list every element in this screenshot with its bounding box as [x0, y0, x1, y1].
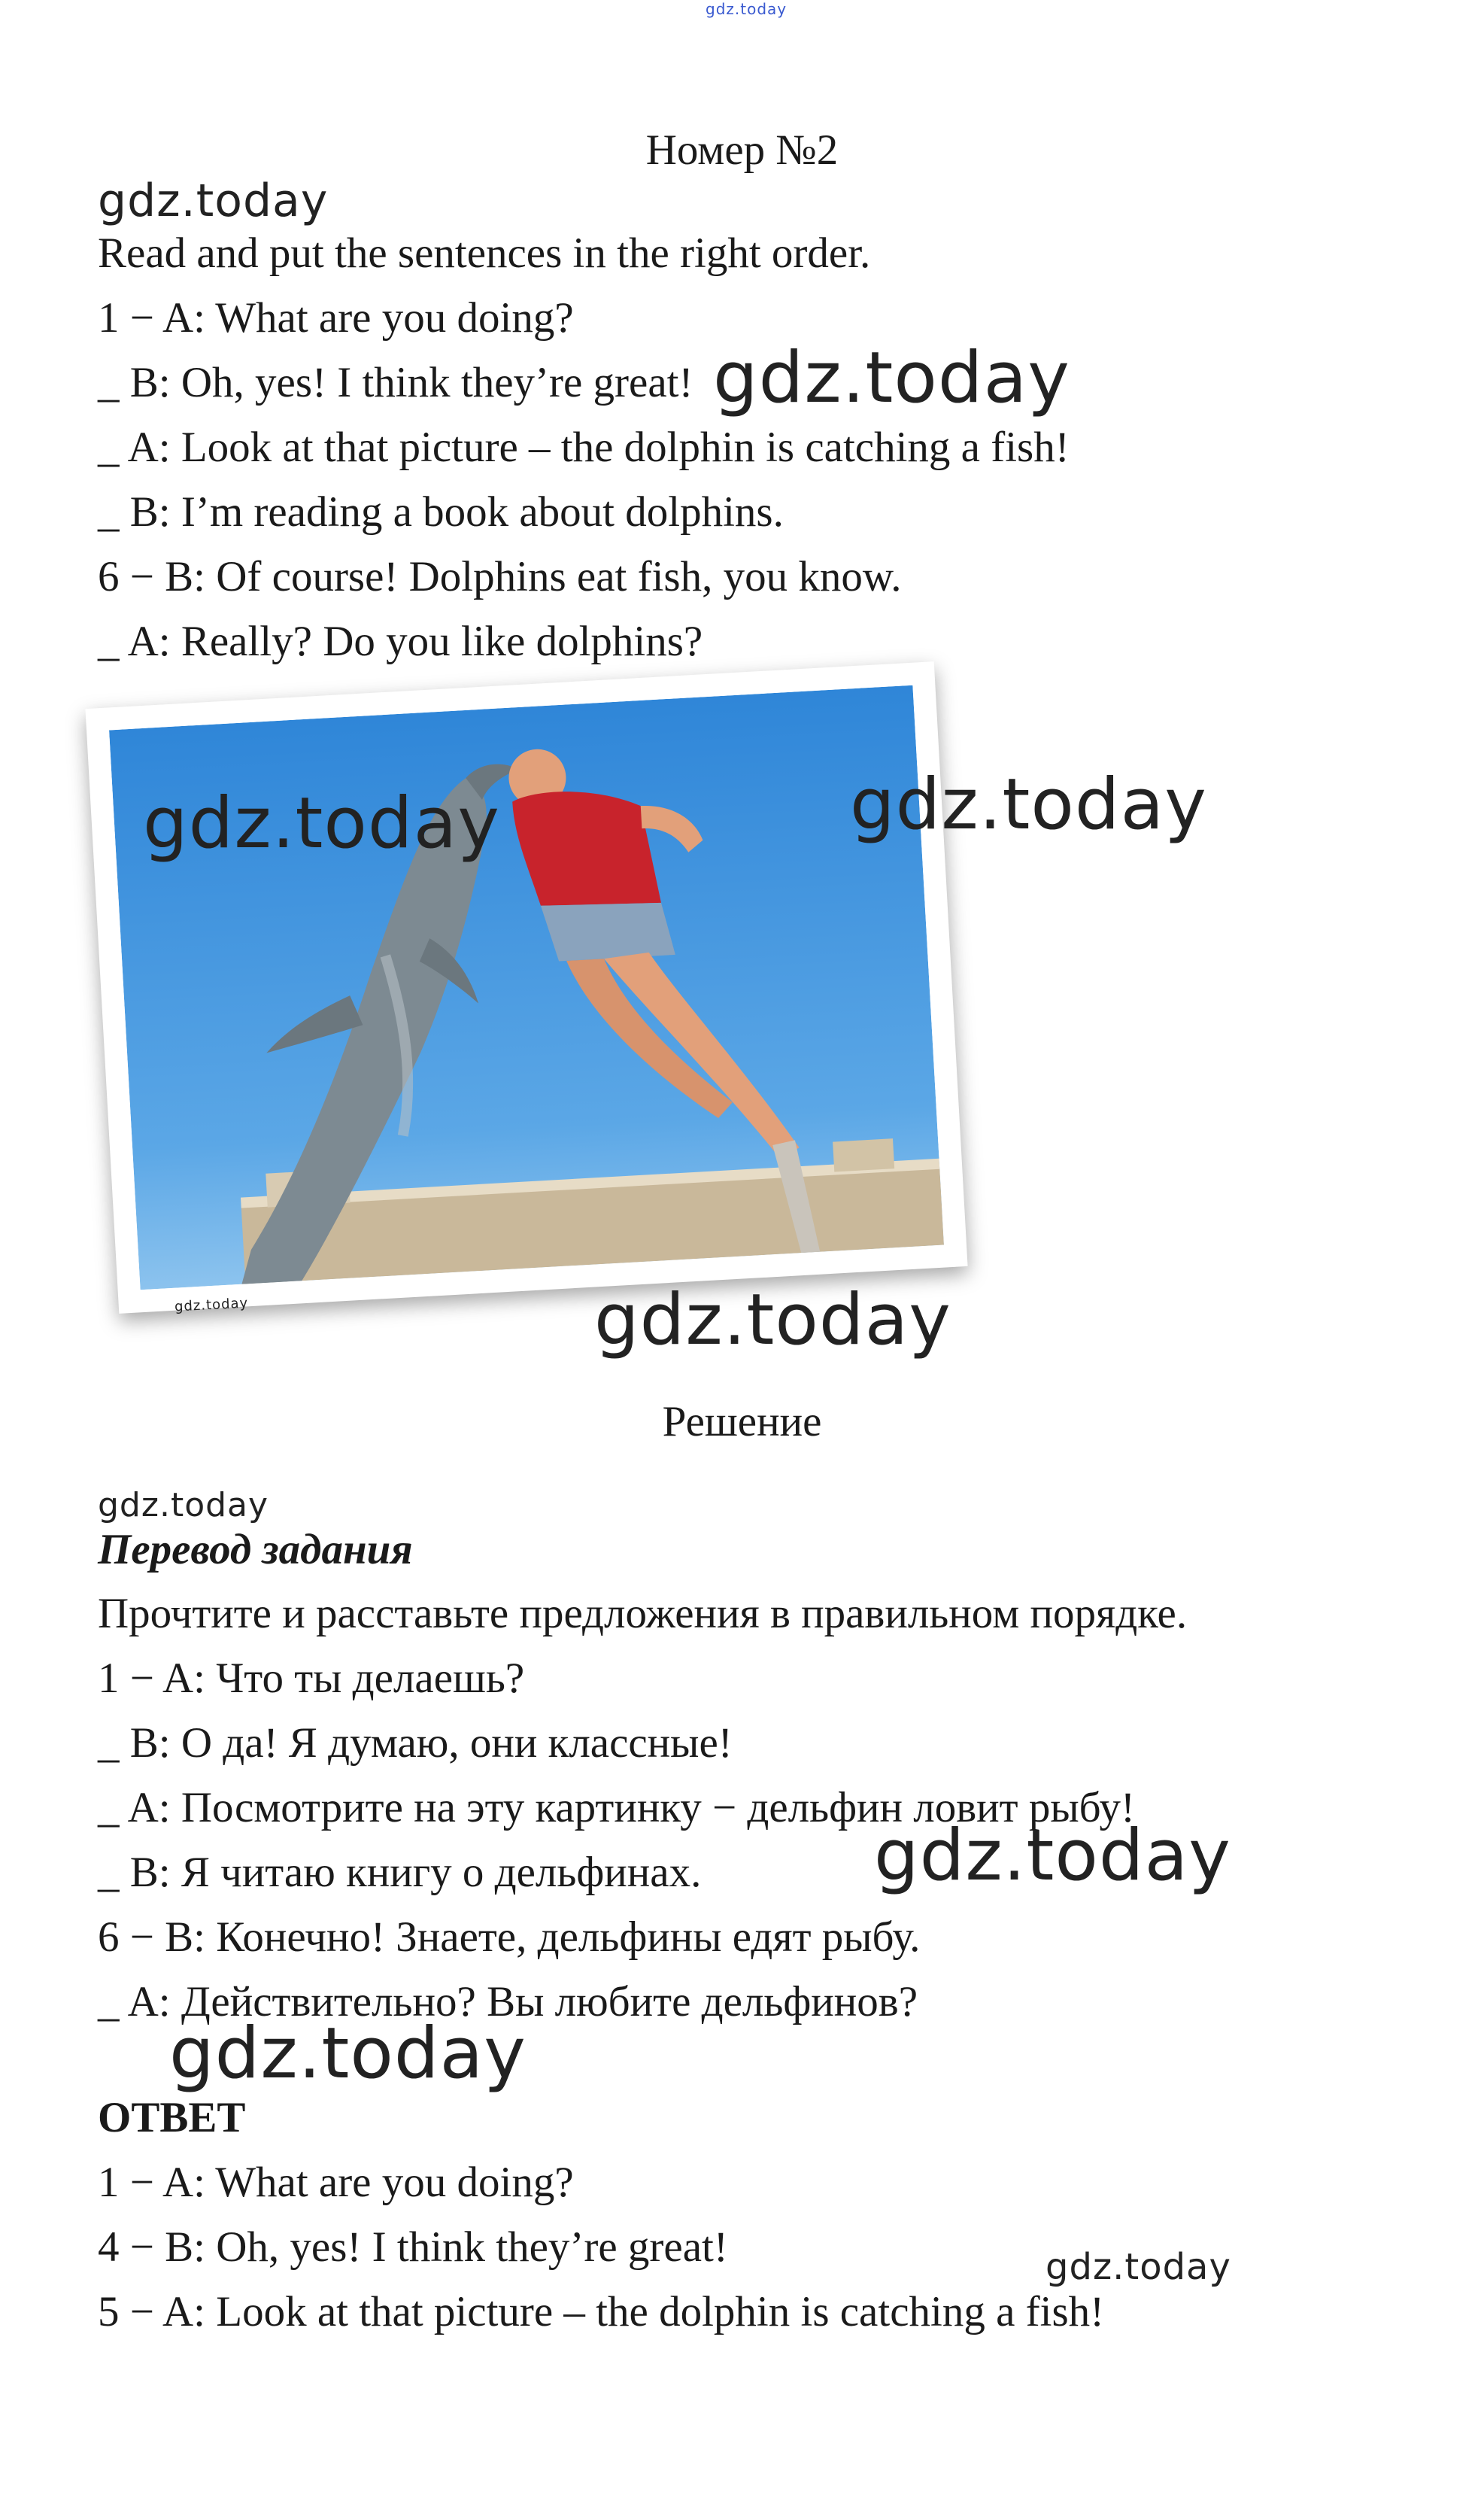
watermark: gdz.today [98, 175, 329, 227]
task-line: _ A: Look at that picture – the dolphin is catching a fish! [98, 424, 1070, 471]
solution-heading: Решение [662, 1398, 822, 1445]
watermark: gdz.today [594, 1279, 951, 1361]
translation-line: _ B: Я читаю книгу о дельфинах. [98, 1849, 702, 1896]
answer-line: 1 − A: What are you doing? [98, 2159, 574, 2206]
task-line: _ B: Oh, yes! I think they’re great! [98, 359, 693, 406]
answer-line: 5 − A: Look at that picture – the dolphin is catching a fish! [98, 2288, 1105, 2335]
translation-line: 1 − A: Что ты делаешь? [98, 1655, 525, 1702]
dolphin-photo-image [109, 685, 944, 1290]
page-title: Номер №2 [645, 126, 839, 174]
translation-line: _ A: Действительно? Вы любите дельфинов? [98, 1978, 918, 2025]
translation-line: _ B: О да! Я думаю, они классные! [98, 1719, 733, 1767]
watermark: gdz.today [98, 1486, 269, 1524]
photo-small-watermark: gdz.today [174, 1295, 249, 1315]
task-line: 6 − B: Of course! Dolphins eat fish, you know. [98, 553, 902, 600]
task-line: _ A: Really? Do you like dolphins? [98, 618, 703, 665]
translation-line: 6 − B: Конечно! Знаете, дельфины едят рыбу. [98, 1913, 921, 1961]
task-line: 1 − A: What are you doing? [98, 294, 574, 342]
translation-line: _ A: Посмотрите на эту картинку − дельфин ловит рыбу! [98, 1784, 1135, 1831]
watermark: gdz.today [169, 2013, 527, 2095]
watermark: gdz.today [874, 1815, 1231, 1897]
translation-heading: Перевод задания [98, 1526, 413, 1573]
task-instruction: Read and put the sentences in the right order. [98, 229, 871, 277]
watermark: gdz.today [143, 783, 500, 865]
dolphin-photo [85, 661, 967, 1314]
top-watermark: gdz.today [706, 0, 788, 18]
watermark: gdz.today [850, 764, 1207, 846]
task-line: _ B: I’m reading a book about dolphins. [98, 488, 784, 536]
answer-heading: ОТВЕТ [98, 2094, 246, 2141]
watermark: gdz.today [713, 337, 1070, 419]
answer-line: 4 − B: Oh, yes! I think they’re great! [98, 2223, 728, 2271]
translation-instruction: Прочтите и расставьте предложения в правильном порядке. [98, 1590, 1188, 1637]
watermark: gdz.today [1045, 2246, 1231, 2288]
